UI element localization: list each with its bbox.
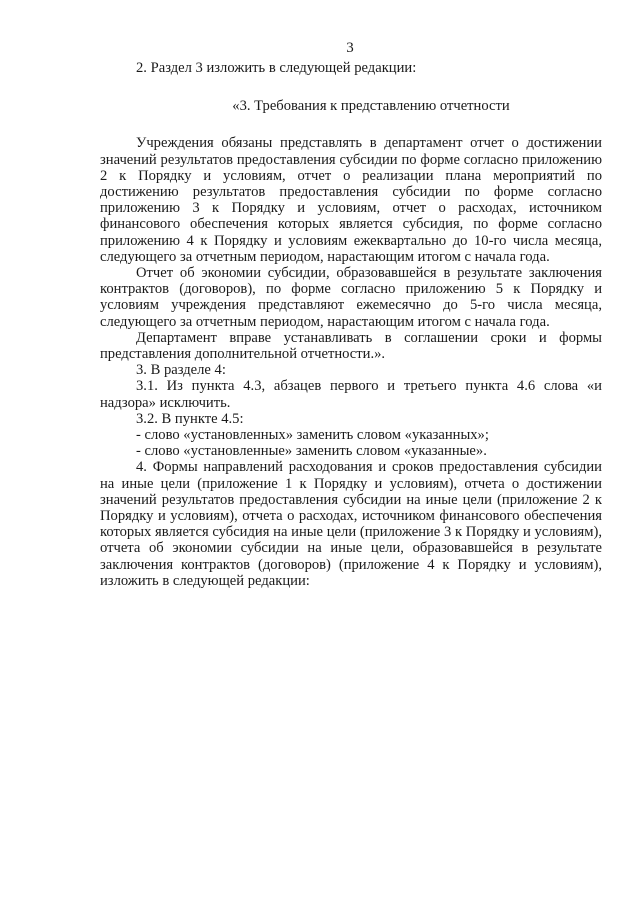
intro-line: 2. Раздел 3 изложить в следующей редакции:	[136, 60, 417, 76]
section-heading: «3. Требования к представлению отчетности	[232, 98, 510, 115]
paragraph-forms: 4. Формы направлений расходования и сроков предоставления субсидии на иные цели (приложение 1 к Порядку и условиям), отчета о достижении значений результатов предоставления субсидии на иные цели (приложение 2 к Порядку и условиям), отчета о расходах, источником финансового обеспечения которых является субсидия на иные цели (приложение 3 к Порядку и условиям), отчета об экономии субсидии на иные цели, образовавшейся в результате заключения контрактов (договоров) (приложение 4 к Порядку и условиям), изложить в следующей редакции:	[100, 459, 602, 589]
paragraph-reporting-obligations: Учреждения обязаны представлять в департамент отчет о достижении значений результатов предоставления субсидии по форме согласно приложению 2 к Порядку и условиям, отчет о реализации плана мероприятий по достижению результатов предоставления субсидии по форме согласно приложению 3 к Порядку и условиям, отчет о расходах, источником финансового обеспечения которых является субсидия, по форме согласно приложению 4 к Порядку и условиям ежеквартально до 10-го числа месяца, следующего за отчетным периодом, нарастающим итогом с начала года.	[100, 135, 602, 265]
paragraph-department-rights: Департамент вправе устанавливать в соглашении сроки и формы представления дополнительной отчетности.».	[100, 329, 602, 363]
list-item-replace-1: - слово «установленных» заменить словом «указанных»;	[136, 427, 489, 444]
list-item-replace-2: - слово «установленные» заменить словом «указанные».	[136, 443, 487, 460]
paragraph-savings-report: Отчет об экономии субсидии, образовавшейся в результате заключения контрактов (договоров), по форме согласно приложению 5 к Порядку и условиям учреждения представляют ежемесячно до 5-го числа месяца, следующего за отчетным периодом, нарастающим итогом с начала года.	[100, 265, 602, 330]
paragraph-section-4: 3. В разделе 4:	[136, 362, 226, 379]
page-number: 3	[346, 40, 354, 56]
document-body	[100, 60, 602, 589]
paragraph-3-1: 3.1. Из пункта 4.3, абзацев первого и третьего пункта 4.6 слова «и надзора» исключить.	[100, 378, 602, 411]
paragraph-3-2: 3.2. В пункте 4.5:	[136, 410, 244, 427]
